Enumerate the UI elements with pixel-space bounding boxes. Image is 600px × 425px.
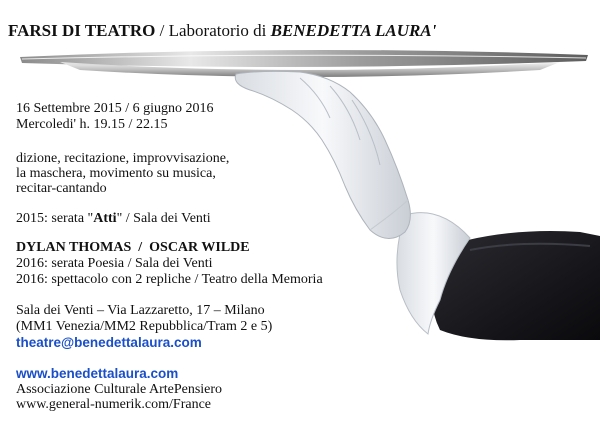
venue-transport: (MM1 Venezia/MM2 Repubblica/Tram 2 e 5) bbox=[16, 319, 273, 334]
white-glove bbox=[235, 71, 470, 334]
title-part-1: FARSI DI TEATRO bbox=[8, 21, 156, 40]
authors: DYLAN THOMAS / OSCAR WILDE bbox=[16, 240, 250, 255]
event-2016-poetry: 2016: serata Poesia / Sala dei Venti bbox=[16, 256, 213, 271]
dates-line-1: 16 Settembre 2015 / 6 giugno 2016 bbox=[16, 101, 214, 116]
page-title bbox=[8, 21, 436, 41]
title-part-2: / Laboratorio di bbox=[155, 21, 271, 40]
title-part-3: BENEDETTA LAURA' bbox=[270, 21, 437, 40]
website-link[interactable]: www.benedettalaura.com bbox=[16, 366, 179, 381]
event-2015-prefix: 2015: serata " bbox=[16, 211, 94, 226]
event-2015 bbox=[16, 211, 211, 227]
topics-line-2: la maschera, movimento su musica, bbox=[16, 166, 216, 181]
dates-line-2: Mercoledi' h. 19.15 / 22.15 bbox=[16, 117, 168, 132]
venue-address: Sala dei Venti – Via Lazzaretto, 17 – Milano bbox=[16, 303, 265, 318]
topics-line-3: recitar-cantando bbox=[16, 181, 107, 196]
email-link[interactable]: theatre@benedettalaura.com bbox=[16, 335, 202, 350]
event-2015-suffix: " / Sala dei Venti bbox=[116, 211, 211, 226]
topics-line-1: dizione, recitazione, improvvisazione, bbox=[16, 151, 230, 166]
event-2016-show: 2016: spettacolo con 2 repliche / Teatro della Memoria bbox=[16, 272, 323, 287]
event-2015-name: Atti bbox=[93, 211, 117, 226]
credit-link[interactable]: www.general-numerik.com/France bbox=[16, 397, 212, 412]
association-name: Associazione Culturale ArtePensiero bbox=[16, 382, 223, 397]
